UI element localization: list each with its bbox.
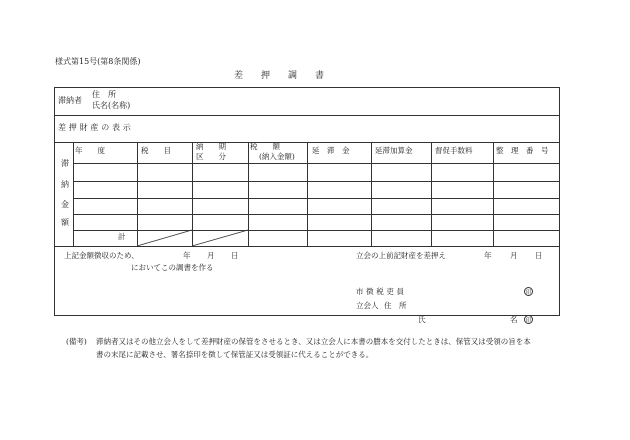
witness-name-shi: 氏	[418, 315, 426, 324]
col-header-payment-period: 納 期	[196, 142, 226, 151]
col-header-reference-number: 整 理 番 号	[496, 146, 549, 155]
witness-text: 立会の上前記財産を差押え	[356, 251, 446, 260]
note-line1: 滞納者又はその他立会人をして差押財産の保管をさせるとき、又は立会人に本書の謄本を交付したときは、保管又は受領の旨を本	[96, 337, 531, 346]
witness-name-mei: 名	[510, 315, 518, 324]
col-divider	[431, 142, 432, 246]
col-divider	[73, 142, 74, 246]
row-divider	[73, 198, 559, 199]
col-divider	[371, 142, 372, 246]
col-header-dunning-fee: 督促手数料	[435, 146, 473, 155]
witness-year: 年	[484, 251, 492, 260]
row-divider	[73, 230, 559, 231]
col-divider	[137, 142, 138, 246]
col-divider	[493, 142, 494, 246]
witness-address-label: 住 所	[384, 301, 407, 310]
arrears-side-label-0: 滞	[61, 159, 69, 168]
statement-line2: においてこの調書を作る	[131, 263, 214, 272]
col-divider	[248, 142, 249, 246]
witness-day: 日	[535, 251, 543, 260]
official-label: 市徴税吏員	[356, 287, 407, 296]
col-header-tax-item: 税 目	[141, 146, 171, 155]
col-divider	[192, 142, 193, 246]
statement-year: 年	[183, 251, 191, 260]
total-label: 計	[118, 232, 126, 241]
note-line2: 書の末尾に記載させ、署名捺印を徴して保管証又は受領証に代えることができる。	[96, 350, 374, 359]
seized-property-label: 差押財産の表示	[58, 123, 134, 132]
row-divider	[55, 115, 559, 116]
col-divider	[307, 142, 308, 246]
col-header-late-charge: 延 滞 金	[312, 146, 350, 155]
col-header-tax-amount: 税 額	[250, 142, 280, 151]
witness-seal-icon: 印	[524, 315, 533, 324]
witness-label: 立会人	[356, 301, 379, 310]
form-id: 様式第15号(第8条関係)	[55, 57, 141, 66]
row-divider	[73, 163, 559, 164]
statement-day: 日	[231, 251, 239, 260]
statement-line1: 上記金額徴収のため、	[64, 251, 139, 260]
witness-month: 月	[510, 251, 518, 260]
taxpayer-label: 滞納者	[58, 96, 82, 105]
arrears-side-label-2: 金	[61, 200, 69, 209]
note-label: (備考)	[66, 337, 87, 346]
col-header-delinquency-surcharge: 延滞加算金	[375, 146, 413, 155]
seizure-form-frame	[54, 87, 560, 316]
page-title: 差 押 調 書	[234, 71, 325, 81]
arrears-side-label-1: 納	[61, 180, 69, 189]
taxpayer-name-label: 氏名(名称)	[92, 101, 131, 110]
row-divider	[73, 214, 559, 215]
row-divider	[73, 181, 559, 182]
statement-month: 月	[207, 251, 215, 260]
row-divider	[55, 246, 559, 247]
col-header-paid-amount: (納入金額)	[259, 152, 295, 161]
arrears-side-label-3: 額	[61, 218, 69, 227]
col-header-year: 年 度	[75, 146, 105, 155]
official-seal-icon: 印	[524, 287, 533, 296]
taxpayer-address-label: 住 所	[92, 90, 116, 99]
col-header-payment-class: 区 分	[196, 152, 226, 161]
